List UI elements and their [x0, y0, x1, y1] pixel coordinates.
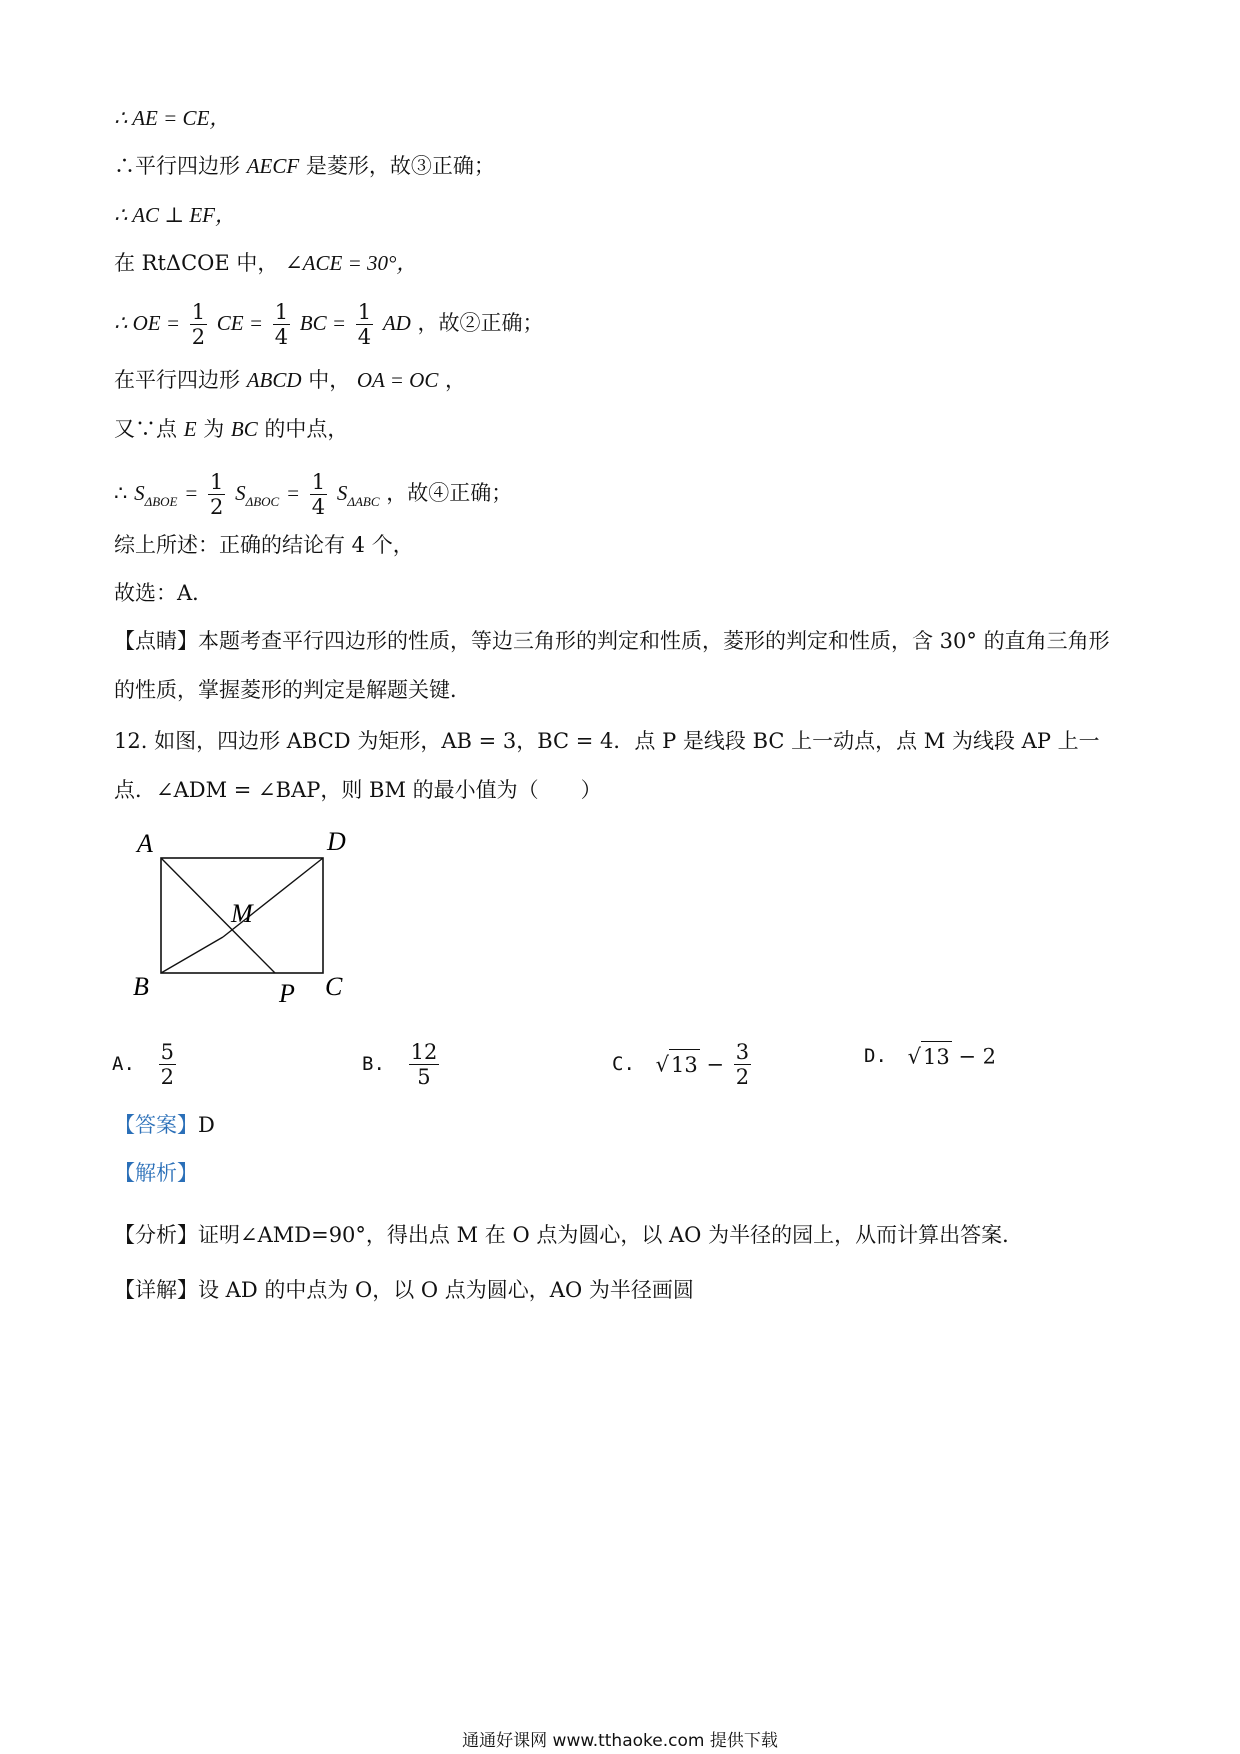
text-segment: 在平行四边形: [114, 368, 240, 392]
fraction-numerator: 5: [160, 1040, 174, 1064]
option-label: A.: [112, 1053, 135, 1075]
text-segment: 为: [203, 417, 225, 441]
point-label-p: P: [279, 979, 295, 1008]
option-a[interactable]: [112, 1040, 179, 1089]
option-label: D.: [864, 1045, 887, 1067]
fraction-denominator: 2: [160, 1065, 174, 1089]
point-label-a: A: [137, 829, 153, 858]
math-segment: AD: [382, 311, 411, 335]
option-value: [159, 1040, 176, 1089]
text-line-3: ∴ AC ⊥ EF，: [114, 203, 236, 227]
fraction-denominator: 4: [274, 325, 289, 349]
option-c[interactable]: [612, 1040, 754, 1089]
fraction-quarter: [310, 470, 327, 519]
fraction-numerator: 1: [191, 300, 206, 324]
question-12-line-2: 点．∠ADM = ∠BAP，则 BM 的最小值为（ ）: [114, 778, 602, 802]
analysis-fenxi: 【分析】证明∠AMD=90°，得出点 M 在 O 点为圆心，以 AO 为半径的园上，从而计算出答案．: [114, 1223, 1024, 1247]
math-segment: E: [183, 417, 197, 441]
footer-source: 通通好课网 www.tthaoke.com 提供下载: [462, 1731, 778, 1751]
math-segment: OA = OC: [356, 368, 439, 392]
area-subscript: ΔBOC: [245, 494, 280, 509]
fraction-denominator: 4: [357, 325, 372, 349]
area-symbol: S: [235, 481, 246, 505]
sqrt-radicand: 13: [669, 1049, 700, 1080]
text-line-8: ∴ $S_{\Delta BOE}$ = $\frac{1}{2}$ $S_{\Delta BOC}$ = $\frac{1}{4}$ $S_{\Delta ABC}$ ，故④正确；: [114, 470, 513, 519]
question-12-line-1: 12. 如图，四边形 ABCD 为矩形，AB = 3，BC = 4．点 P 是线段 BC 上一动点，点 M 为线段 AP 上一: [114, 729, 1100, 753]
answer-line: [114, 1110, 215, 1140]
text-line-11: 【点睛】本题考查平行四边形的性质，等边三角形的判定和性质，菱形的判定和性质，含 30° 的直角三角形: [114, 629, 1110, 653]
analysis-tag: 【解析】: [114, 1161, 198, 1185]
sqrt-radicand: 13: [921, 1041, 952, 1072]
fraction-numerator: 12: [410, 1040, 438, 1064]
minus-sign: −: [706, 1052, 724, 1077]
segment-bm: [161, 937, 223, 973]
option-label: B.: [362, 1053, 385, 1075]
fraction-denominator: 2: [735, 1065, 750, 1089]
point-label-b: B: [133, 972, 149, 1001]
text-line-6: [114, 365, 466, 395]
option-value: [734, 1040, 751, 1089]
text-segment: 在 RtΔCOE 中，: [114, 251, 279, 275]
text-segment: 的中点，: [264, 417, 349, 441]
point-label-c: C: [325, 972, 343, 1001]
fraction-numerator: 3: [735, 1040, 750, 1064]
analysis-xiangjie: 【详解】设 AD 的中点为 O，以 O 点为圆心，AO 为半径画圆: [114, 1278, 694, 1302]
text-segment: 中，: [308, 368, 351, 392]
math-segment: ABCD: [246, 368, 302, 392]
text-segment: ∴: [114, 481, 128, 505]
fraction-numerator: 1: [357, 300, 372, 324]
point-label-d: D: [327, 827, 346, 856]
text-line-10: 故选：A．: [114, 581, 214, 605]
text-line-7: [114, 414, 348, 444]
sqrt-symbol: √: [907, 1044, 921, 1069]
answer-tag: 【答案】: [114, 1113, 198, 1137]
text-line-12: 的性质，掌握菱形的判定是解题关键．: [114, 678, 471, 702]
sqrt-symbol: √: [655, 1052, 669, 1077]
point-label-m: M: [231, 899, 253, 928]
area-symbol: S: [336, 481, 348, 505]
segment-ap: [161, 858, 275, 973]
option-d[interactable]: [864, 1040, 996, 1072]
option-rest: − 2: [958, 1044, 997, 1069]
option-value: [409, 1040, 440, 1089]
fraction-half: [190, 300, 207, 349]
option-b[interactable]: [362, 1040, 442, 1089]
text-segment: 又∵点: [114, 417, 177, 441]
text-segment: ，故④正确；: [386, 481, 513, 505]
fraction-numerator: 1: [311, 470, 326, 494]
text-line-5: [114, 300, 544, 349]
math-segment: ∠ACE = 30°，: [285, 251, 418, 275]
text-segment: 是菱形，故③正确；: [305, 154, 495, 178]
area-subscript: ΔBOE: [144, 494, 178, 509]
area-symbol: S: [134, 481, 145, 505]
fraction-numerator: 1: [210, 470, 224, 494]
text-segment: ，: [445, 368, 467, 392]
rectangle-figure: [125, 820, 365, 1020]
text-line-4: [114, 248, 417, 278]
fraction-denominator: 5: [417, 1065, 431, 1089]
text-line-2: [114, 151, 495, 181]
math-segment: AECF: [246, 154, 300, 178]
answer-value: D: [198, 1113, 215, 1137]
text-segment: ，故②正确；: [417, 311, 544, 335]
text-segment: ∴平行四边形: [114, 154, 240, 178]
text-line-9: 综上所述：正确的结论有 4 个，: [114, 533, 414, 557]
text-line-1: ∴ AE = CE，: [114, 106, 231, 130]
fraction-half: [208, 470, 225, 519]
fraction-quarter: [356, 300, 373, 349]
fraction-quarter: [273, 300, 290, 349]
fraction-denominator: 2: [210, 495, 224, 519]
math-segment: BC: [230, 417, 258, 441]
fraction-numerator: 1: [274, 300, 289, 324]
math-segment: CE =: [216, 311, 264, 335]
fraction-denominator: 2: [191, 325, 206, 349]
math-segment: BC =: [299, 311, 347, 335]
option-label: C.: [612, 1053, 635, 1075]
area-subscript: ΔABC: [347, 494, 380, 509]
math-segment: ∴ OE =: [114, 311, 181, 335]
fraction-denominator: 4: [311, 495, 326, 519]
